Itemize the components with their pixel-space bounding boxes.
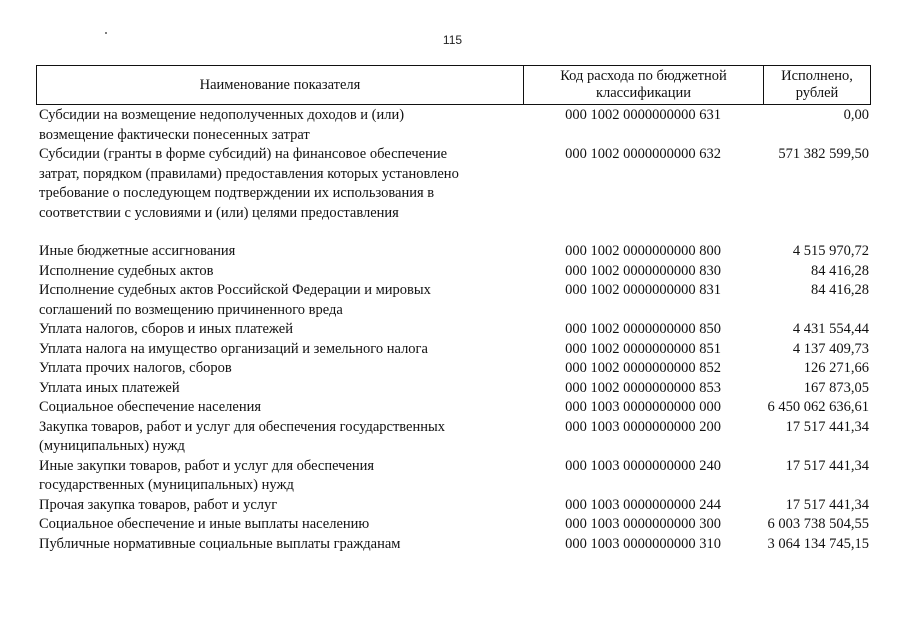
row-name: Уплата налога на имущество организаций и земельного налога xyxy=(39,340,428,357)
row-code: 000 1003 0000000000 000 xyxy=(565,399,721,415)
row-amount: 4 515 970,72 xyxy=(792,243,869,259)
row-amount: 571 382 599,50 xyxy=(778,146,869,162)
header-name-column: Наименование показателя xyxy=(37,66,524,104)
row-amount: 84 416,28 xyxy=(811,262,869,279)
header-code-column: Код расхода по бюджетной классификации xyxy=(524,66,764,104)
table-row xyxy=(36,515,871,535)
row-name: Прочая закупка товаров, работ и услуг xyxy=(39,496,278,513)
table-row xyxy=(36,242,871,262)
row-amount: 6 003 738 504,55 xyxy=(767,516,869,532)
table-body xyxy=(36,106,871,554)
row-code: 000 1002 0000000000 851 xyxy=(565,340,721,357)
row-code: 000 1002 0000000000 632 xyxy=(565,146,721,162)
row-name: Субсидии на возмещение недополученных доходов и (или) возмещение фактически понесенных затрат xyxy=(39,107,405,143)
table-row xyxy=(36,359,871,379)
row-code: 000 1002 0000000000 830 xyxy=(565,262,721,279)
row-code: 000 1003 0000000000 300 xyxy=(565,516,721,532)
row-name: Уплата налогов, сборов и иных платежей xyxy=(39,321,293,337)
row-amount: 3 064 134 745,15 xyxy=(767,535,869,552)
row-amount: 17 517 441,34 xyxy=(785,418,869,435)
header-amount-column: Исполнено, рублей xyxy=(781,68,853,101)
row-amount: 126 271,66 xyxy=(803,360,869,376)
page-number: 115 xyxy=(442,33,463,47)
row-amount: 17 517 441,34 xyxy=(785,496,869,513)
row-code: 000 1002 0000000000 850 xyxy=(565,321,721,337)
row-code: 000 1002 0000000000 853 xyxy=(565,379,721,396)
table-row xyxy=(36,535,871,555)
table-row xyxy=(36,379,871,399)
table-row xyxy=(36,145,871,223)
row-code: 000 1002 0000000000 852 xyxy=(565,360,721,376)
row-name: Социальное обеспечение и иные выплаты населению xyxy=(39,516,370,532)
row-name: Социальное обеспечение населения xyxy=(39,399,262,415)
row-name: Исполнение судебных актов xyxy=(39,262,214,279)
table-row xyxy=(36,340,871,360)
table-header xyxy=(36,65,871,105)
row-amount: 4 431 554,44 xyxy=(792,321,869,337)
row-name: Публичные нормативные социальные выплаты гражданам xyxy=(39,535,401,552)
table-row xyxy=(36,106,871,145)
row-name: Иные бюджетные ассигнования xyxy=(39,243,236,259)
table-row xyxy=(36,418,871,457)
table-row xyxy=(36,262,871,282)
row-code: 000 1002 0000000000 831 xyxy=(565,282,721,298)
row-amount: 0,00 xyxy=(843,107,869,123)
row-amount: 4 137 409,73 xyxy=(792,340,869,357)
row-amount: 167 873,05 xyxy=(803,379,869,396)
row-name: Иные закупки товаров, работ и услуг для обеспечения государственных (муниципальных) нужд xyxy=(39,457,375,493)
row-name: Уплата иных платежей xyxy=(39,379,180,396)
row-code: 000 1003 0000000000 244 xyxy=(565,496,721,513)
row-name: Субсидии (гранты в форме субсидий) на финансовое обеспечение затрат, порядком (правилами) предоставления которых установлено требование о последующем подтверждении их использования в соответствии с условиями и (или) целями предоставления xyxy=(39,146,459,221)
row-amount: 6 450 062 636,61 xyxy=(767,399,869,415)
table-row xyxy=(36,281,871,320)
row-amount: 17 517 441,34 xyxy=(785,457,869,474)
table-row xyxy=(36,457,871,496)
row-name: Уплата прочих налогов, сборов xyxy=(39,360,232,376)
row-name: Закупка товаров, работ и услуг для обеспечения государственных (муниципальных) нужд xyxy=(39,418,446,454)
row-name: Исполнение судебных актов Российской Федерации и мировых соглашений по возмещению причиненного вреда xyxy=(39,282,431,318)
row-code: 000 1003 0000000000 240 xyxy=(565,457,721,474)
table-row xyxy=(36,496,871,516)
table-row xyxy=(36,320,871,340)
row-code: 000 1002 0000000000 631 xyxy=(565,107,721,123)
scan-speck xyxy=(105,32,107,34)
row-code: 000 1003 0000000000 310 xyxy=(565,535,721,552)
row-code: 000 1003 0000000000 200 xyxy=(565,418,721,435)
table-row xyxy=(36,398,871,418)
row-code: 000 1002 0000000000 800 xyxy=(565,243,721,259)
row-amount: 84 416,28 xyxy=(811,282,869,298)
